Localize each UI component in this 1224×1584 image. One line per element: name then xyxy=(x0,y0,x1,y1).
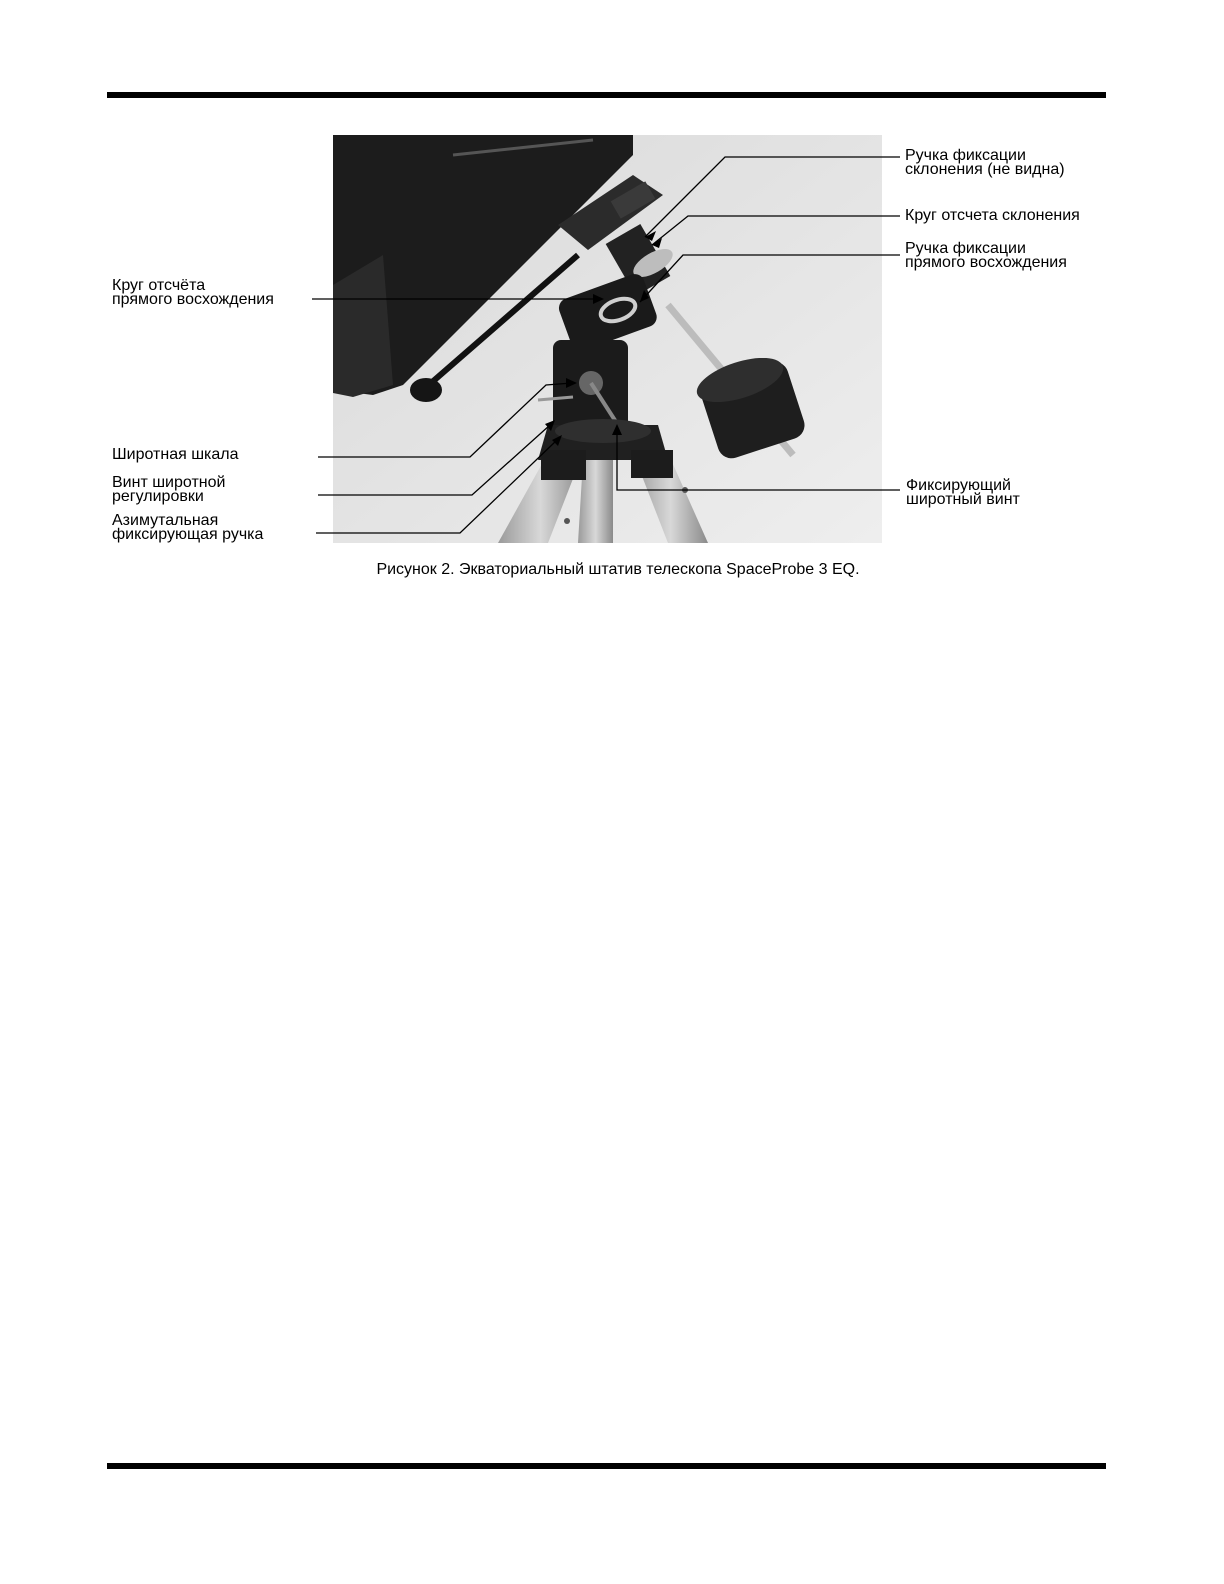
telescope-mount-photo xyxy=(333,135,882,543)
mount-illustration xyxy=(333,135,882,543)
callout-ra-lock: Ручка фиксации прямого восхождения xyxy=(905,240,1067,271)
figure-caption: Рисунок 2. Экваториальный штатив телескопа SpaceProbe 3 EQ. xyxy=(376,561,860,578)
callout-dec-circle: Круг отсчета склонения xyxy=(905,207,1080,224)
callout-latitude-scale: Широтная шкала xyxy=(112,446,239,463)
callout-latitude-lock: Фиксирующий широтный винт xyxy=(906,477,1020,508)
callout-dec-lock: Ручка фиксации склонения (не видна) xyxy=(905,147,1065,178)
header-rule xyxy=(107,92,1106,98)
footer-rule xyxy=(107,1463,1106,1469)
callout-ra-circle: Круг отсчёта прямого восхождения xyxy=(112,277,274,308)
callout-latitude-screw: Винт широтной регулировки xyxy=(112,474,226,505)
callout-azimuth-knob: Азимутальная фиксирующая ручка xyxy=(112,512,264,543)
